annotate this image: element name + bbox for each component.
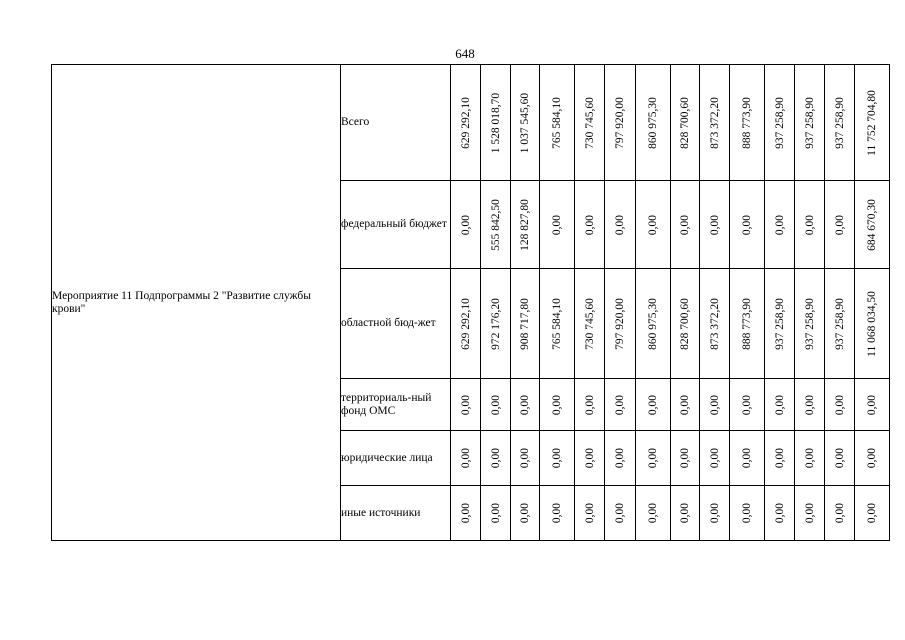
- value-cell: [511, 486, 540, 541]
- funding-source-cell: федеральный бюджет: [341, 181, 451, 269]
- value-cell: [481, 379, 511, 431]
- value-cell: [481, 269, 511, 379]
- value-cell: [825, 379, 855, 431]
- value-cell: [451, 486, 481, 541]
- value-text: 873 372,20: [708, 297, 721, 350]
- value-text: 0,00: [741, 447, 753, 469]
- value-cell: [451, 431, 481, 486]
- value-text: 0,00: [614, 502, 626, 524]
- value-cell: [855, 65, 890, 181]
- value-cell: [575, 65, 605, 181]
- value-text: 765 584,10: [551, 96, 563, 149]
- value-cell: [700, 486, 730, 541]
- value-cell: [636, 269, 671, 379]
- value-text: 0,00: [614, 447, 626, 469]
- value-cell: [855, 181, 890, 269]
- value-text: 0,00: [647, 502, 659, 524]
- value-cell: [636, 379, 671, 431]
- value-cell: [700, 65, 730, 181]
- value-cell: [730, 181, 765, 269]
- value-cell: [765, 431, 795, 486]
- value-cell: [765, 379, 795, 431]
- event-title-cell: Мероприятие 11 Подпрограммы 2 "Развитие службы крови": [52, 65, 341, 541]
- value-text: 0,00: [489, 394, 502, 415]
- value-cell: [511, 181, 540, 269]
- value-text: 0,00: [459, 502, 472, 524]
- value-text: 937 258,90: [833, 297, 846, 350]
- value-text: 937 258,90: [773, 297, 786, 350]
- value-cell: [451, 181, 481, 269]
- value-text: 0,00: [833, 394, 846, 415]
- value-cell: [855, 431, 890, 486]
- value-text: 0,00: [679, 214, 691, 235]
- value-text: 0,00: [583, 394, 596, 415]
- value-cell: [451, 269, 481, 379]
- value-text: 0,00: [866, 394, 878, 415]
- value-cell: [540, 486, 575, 541]
- value-cell: [605, 269, 636, 379]
- value-cell: [540, 379, 575, 431]
- value-text: 0,00: [459, 214, 472, 235]
- value-text: 0,00: [773, 214, 786, 235]
- value-text: 0,00: [551, 447, 563, 469]
- value-text: 0,00: [741, 502, 753, 524]
- value-cell: [575, 431, 605, 486]
- value-cell: [730, 269, 765, 379]
- value-text: 0,00: [679, 502, 691, 524]
- value-cell: [730, 65, 765, 181]
- value-text: 937 258,90: [803, 96, 816, 149]
- value-cell: [765, 65, 795, 181]
- value-text: 0,00: [708, 502, 721, 524]
- value-text: 684 670,30: [866, 198, 878, 251]
- value-cell: [671, 181, 700, 269]
- value-text: 629 292,10: [459, 297, 472, 350]
- value-text: 0,00: [708, 214, 721, 235]
- value-text: 828 700,60: [679, 297, 691, 350]
- value-text: 0,00: [773, 447, 786, 469]
- value-text: 730 745,60: [583, 297, 596, 350]
- value-text: 0,00: [647, 447, 659, 469]
- value-text: 11 752 704,80: [866, 89, 878, 156]
- table-row: [52, 65, 890, 181]
- funding-source-cell: юридические лица: [341, 431, 451, 486]
- value-cell: [540, 65, 575, 181]
- value-text: 0,00: [833, 502, 846, 524]
- value-text: 1 528 018,70: [489, 92, 502, 153]
- funding-source-cell: областной бюд-жет: [341, 269, 451, 379]
- value-text: 0,00: [489, 502, 502, 524]
- value-cell: [511, 379, 540, 431]
- value-text: 0,00: [803, 214, 816, 235]
- value-text: 765 584,10: [551, 297, 563, 350]
- value-text: 0,00: [614, 394, 626, 415]
- value-cell: [795, 379, 825, 431]
- value-cell: [540, 431, 575, 486]
- value-cell: [671, 486, 700, 541]
- value-text: 888 773,90: [741, 297, 753, 350]
- funding-source-cell: Всего: [341, 65, 451, 181]
- value-text: 797 920,00: [614, 96, 626, 149]
- value-text: 0,00: [803, 502, 816, 524]
- value-text: 0,00: [803, 447, 816, 469]
- value-text: 0,00: [647, 214, 659, 235]
- value-text: 555 842,50: [489, 198, 502, 251]
- value-cell: [636, 431, 671, 486]
- value-text: 0,00: [459, 394, 472, 415]
- page-number: 648: [455, 46, 475, 61]
- value-text: 0,00: [551, 502, 563, 524]
- value-text: 0,00: [708, 447, 721, 469]
- value-text: 0,00: [741, 214, 753, 235]
- value-cell: [511, 269, 540, 379]
- value-text: 828 700,60: [679, 96, 691, 149]
- value-cell: [700, 269, 730, 379]
- value-cell: [605, 486, 636, 541]
- value-text: 908 717,80: [519, 297, 531, 350]
- value-text: 0,00: [866, 447, 878, 469]
- value-cell: [855, 379, 890, 431]
- value-text: 972 176,20: [489, 297, 502, 350]
- value-cell: [765, 181, 795, 269]
- value-text: 937 258,90: [803, 297, 816, 350]
- value-cell: [511, 65, 540, 181]
- value-cell: [575, 379, 605, 431]
- value-cell: [605, 379, 636, 431]
- value-text: 0,00: [833, 447, 846, 469]
- value-text: 860 975,30: [647, 297, 659, 350]
- value-cell: [700, 379, 730, 431]
- value-text: 0,00: [459, 447, 472, 469]
- value-cell: [795, 65, 825, 181]
- value-text: 797 920,00: [614, 297, 626, 350]
- value-cell: [451, 65, 481, 181]
- value-cell: [825, 486, 855, 541]
- value-text: 0,00: [679, 394, 691, 415]
- value-cell: [795, 269, 825, 379]
- value-cell: [671, 431, 700, 486]
- budget-table: [51, 64, 890, 541]
- value-cell: [636, 181, 671, 269]
- value-text: 0,00: [519, 447, 531, 469]
- value-cell: [575, 181, 605, 269]
- value-text: 0,00: [583, 447, 596, 469]
- value-cell: [481, 65, 511, 181]
- value-text: 0,00: [866, 502, 878, 524]
- value-text: 860 975,30: [647, 96, 659, 149]
- value-cell: [481, 486, 511, 541]
- value-text: 0,00: [833, 214, 846, 235]
- value-cell: [605, 65, 636, 181]
- funding-source-cell: территориаль-ный фонд ОМС: [341, 379, 451, 431]
- value-cell: [605, 431, 636, 486]
- value-cell: [540, 181, 575, 269]
- value-text: 0,00: [708, 394, 721, 415]
- value-cell: [825, 431, 855, 486]
- value-cell: [540, 269, 575, 379]
- value-cell: [795, 431, 825, 486]
- value-cell: [855, 486, 890, 541]
- value-text: 937 258,90: [773, 96, 786, 149]
- value-text: 0,00: [519, 502, 531, 524]
- value-cell: [765, 269, 795, 379]
- value-cell: [636, 65, 671, 181]
- value-text: 11 068 034,50: [866, 290, 878, 357]
- value-text: 0,00: [773, 394, 786, 415]
- value-cell: [481, 181, 511, 269]
- value-cell: [825, 181, 855, 269]
- value-text: 873 372,20: [708, 96, 721, 149]
- funding-source-cell: иные источники: [341, 486, 451, 541]
- value-text: 0,00: [614, 214, 626, 235]
- value-cell: [825, 269, 855, 379]
- value-text: 0,00: [583, 502, 596, 524]
- value-text: 0,00: [551, 214, 563, 235]
- value-cell: [730, 379, 765, 431]
- value-text: 0,00: [773, 502, 786, 524]
- value-cell: [765, 486, 795, 541]
- value-text: 0,00: [679, 447, 691, 469]
- value-cell: [671, 65, 700, 181]
- value-text: 0,00: [741, 394, 753, 415]
- value-cell: [671, 269, 700, 379]
- value-cell: [825, 65, 855, 181]
- value-cell: [481, 431, 511, 486]
- value-cell: [511, 431, 540, 486]
- value-text: 0,00: [803, 394, 816, 415]
- value-text: 888 773,90: [741, 96, 753, 149]
- value-text: 730 745,60: [583, 96, 596, 149]
- value-cell: [855, 269, 890, 379]
- value-cell: [671, 379, 700, 431]
- value-text: 629 292,10: [459, 96, 472, 149]
- value-cell: [700, 181, 730, 269]
- value-text: 1 037 545,60: [519, 92, 531, 153]
- value-cell: [795, 486, 825, 541]
- value-text: 128 827,80: [519, 198, 531, 251]
- value-cell: [575, 486, 605, 541]
- value-cell: [730, 486, 765, 541]
- value-text: 0,00: [583, 214, 596, 235]
- value-text: 0,00: [551, 394, 563, 415]
- value-text: 0,00: [519, 394, 531, 415]
- value-cell: [451, 379, 481, 431]
- value-text: 937 258,90: [833, 96, 846, 149]
- value-cell: [700, 431, 730, 486]
- value-cell: [605, 181, 636, 269]
- value-cell: [730, 431, 765, 486]
- value-text: 0,00: [489, 447, 502, 469]
- value-cell: [795, 181, 825, 269]
- value-cell: [636, 486, 671, 541]
- value-text: 0,00: [647, 394, 659, 415]
- value-cell: [575, 269, 605, 379]
